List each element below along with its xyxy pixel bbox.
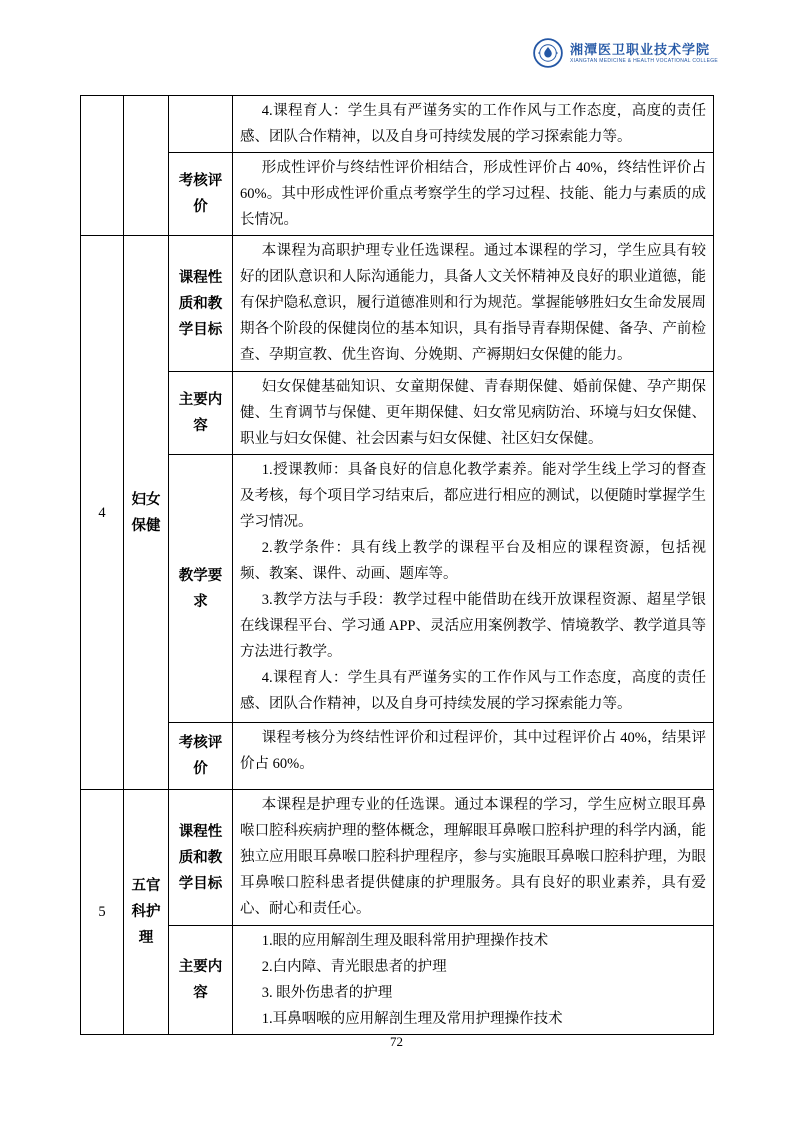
college-logo-icon [533,38,563,68]
table-row [81,153,714,236]
course-number-cell: 4 [81,236,124,790]
course-name-cell: 妇女保健 [124,236,169,790]
section-content-cell [233,236,714,372]
section-label-cell: 主要内容 [169,372,233,455]
college-name-block [570,42,718,65]
table-row [81,790,714,926]
paragraph: 3.教学方法与手段：教学过程中能借助在线开放课程资源、超星学银在线课程平台、学习通 APP、灵活应用案例教学、情境教学、教学道具等方法进行教学。 [240,592,706,660]
section-content-cell [233,153,714,236]
paragraph: 2.教学条件：具有线上教学的课程平台及相应的课程资源，包括视频、教案、课件、动画、题库等。 [240,540,706,582]
page-number: 72 [390,1034,403,1049]
section-label-cell: 教学要求 [169,455,233,723]
section-label-cell: 考核评价 [169,723,233,790]
section-label-cell [169,96,233,153]
section-label-cell: 主要内容 [169,926,233,1035]
college-name-chinese: 湘潭医卫职业技术学院 [570,41,711,57]
section-content-cell [233,926,714,1035]
college-header [533,38,718,68]
paragraph: 2.白内障、青光眼患者的护理 [261,959,447,975]
section-content-cell [233,96,714,153]
paragraph: 本课程是护理专业的任选课。通过本课程的学习，学生应树立眼耳鼻喉口腔科疾病护理的整体概念，理解眼耳鼻喉口腔科护理的科学内涵，能独立应用眼耳鼻喉口腔科护理程序，参与实施眼耳鼻喉口腔科护理，为眼耳鼻喉口腔科患者提供健康的护理服务。具有良好的职业素养，具有爱心、耐心和责任心。 [240,797,706,917]
paragraph: 本课程为高职护理专业任选课程。通过本课程的学习，学生应具有较好的团队意识和人际沟通能力，具备人文关怀精神及良好的职业道德，能有保护隐私意识，履行道德准则和行为规范。掌握能够胜妇女生命发展周期各个阶段的保健岗位的基本知识，具有指导青春期保健、备孕、产前检查、孕期宣教、优生咨询、分娩期、产褥期妇女保健的能力。 [240,243,706,363]
table-row [81,723,714,790]
paragraph: 课程考核分为终结性评价和过程评价，其中过程评价占 40%，结果评价占 60%。 [240,730,706,772]
college-name-english: XIANGTAN MEDICINE & HEALTH VOCATIONAL COLLEGE [570,57,719,64]
paragraph: 1.耳鼻咽喉的应用解剖生理及常用护理操作技术 [261,1011,563,1027]
table-row [81,372,714,455]
paragraph: 形成性评价与终结性评价相结合，形成性评价占 40%，终结性评价占 60%。其中形成性评价重点考察学生的学习过程、技能、能力与素质的成长情况。 [240,160,706,228]
table-row [81,96,714,153]
section-content-cell [233,455,714,723]
course-number-cell: 5 [81,790,124,1035]
course-table [80,95,714,1035]
paragraph: 4.课程育人：学生具有严谨务实的工作作风与工作态度，高度的责任感、团队合作精神，以及自身可持续发展的学习探索能力等。 [240,103,706,145]
course-number-cell [81,96,124,236]
paragraph: 3. 眼外伤患者的护理 [261,985,393,1001]
course-name-cell: 五官科护理 [124,790,169,1035]
paragraph: 4.课程育人：学生具有严谨务实的工作作风与工作态度，高度的责任感、团队合作精神，以及自身可持续发展的学习探索能力等。 [240,670,706,712]
section-content-cell [233,723,714,790]
table-row [81,926,714,1035]
paragraph: 1.授课教师：具备良好的信息化教学素养。能对学生线上学习的督查及考核，每个项目学习结束后，都应进行相应的测试，以便随时掌握学生学习情况。 [240,462,706,530]
section-label-cell: 课程性质和教学目标 [169,790,233,926]
course-name-cell [124,96,169,236]
table-row [81,455,714,723]
paragraph: 妇女保健基础知识、女童期保健、青春期保健、婚前保健、孕产期保健、生育调节与保健、更年期保健、妇女常见病防治、环境与妇女保健、职业与妇女保健、社会因素与妇女保健、社区妇女保健。 [240,379,706,447]
section-content-cell [233,372,714,455]
section-label-cell: 考核评价 [169,153,233,236]
section-label-cell: 课程性质和教学目标 [169,236,233,372]
section-content-cell [233,790,714,926]
table-row [81,236,714,372]
paragraph: 1.眼的应用解剖生理及眼科常用护理操作技术 [261,933,549,949]
